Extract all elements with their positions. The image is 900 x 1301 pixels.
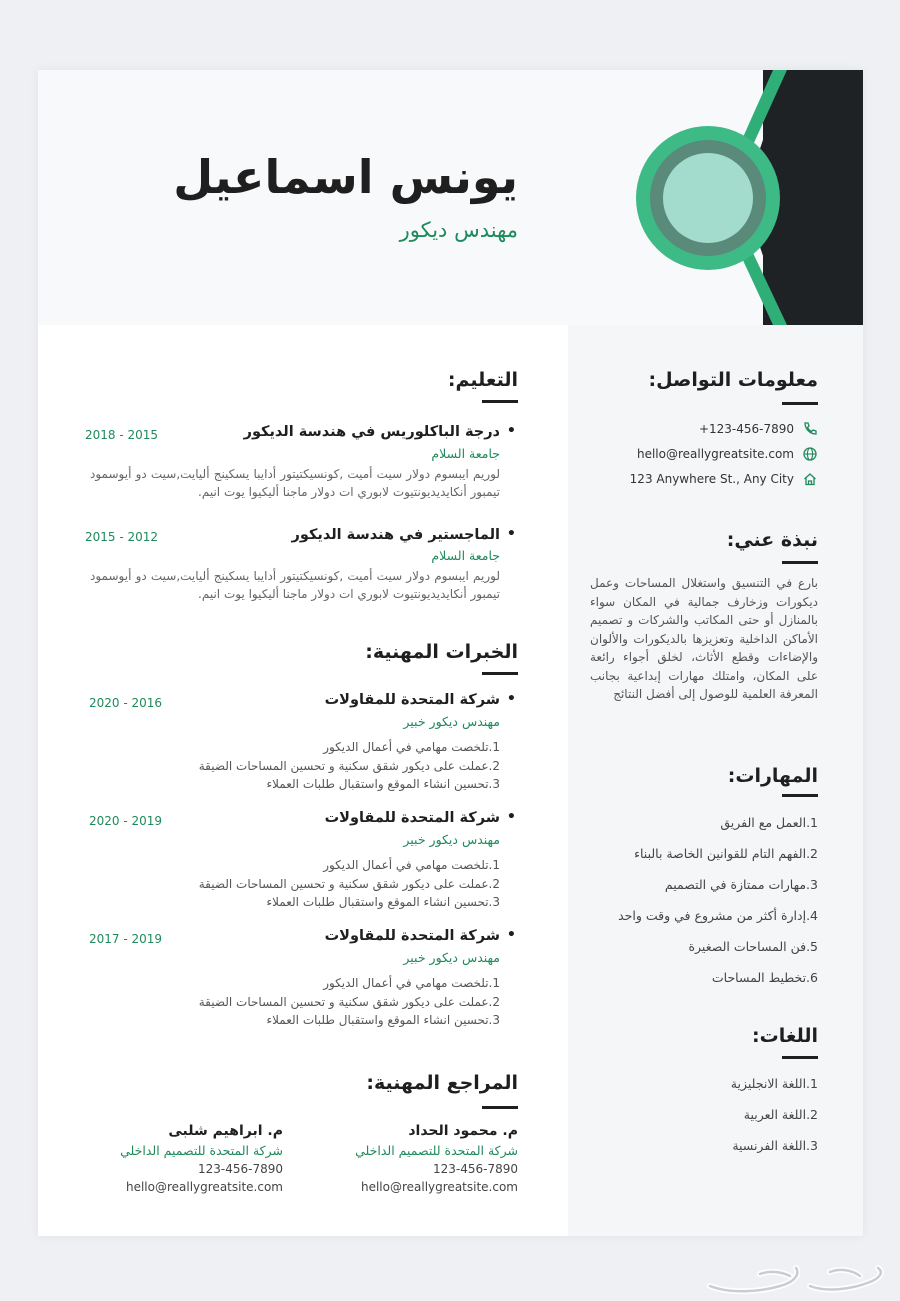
list-item: 3.تحسين انشاء الموقع واستقبال طلبات العملاء [266,1013,500,1027]
globe-icon [802,446,818,462]
about-text: بارع في التنسيق واستغلال المساحات وعمل ديكورات وزخارف جمالية في المكان سواء بالمنازل أو حتى المكاتب والشركات و تصميم الأماكن الداخلية وتعزيزها بالديكورات والألوان والإضاءات وقطع الأثاث، لخلق أجواء رائعة على المكان، وامتلك مهارات إبداعية بجانب المعرفة العلمية للوصول إلى أفضل النتائج [590,576,818,701]
education-school: جامعة السلام [431,548,500,563]
reference-phone[interactable]: 123-456-7890 [197,1162,283,1176]
reference-card [120,1123,283,1194]
list-item: 2.عملت على ديكور شقق سكنية و تحسين المساحات الضيقة [198,994,500,1009]
list-item: 3.اللغة الفرنسية [732,1138,818,1153]
list-item: 3.تحسين انشاء الموقع واستقبال طلبات العملاء [266,895,500,909]
experience-date: 2020 - 2016 [89,696,163,710]
skills-list [578,815,818,1001]
person-role: مهندس ديكور [399,218,518,242]
address-text: 123 Anywhere St., Any City [629,472,794,486]
home-icon [802,471,818,487]
references-title: المراجع المهنية: [366,1072,518,1094]
contact-phone[interactable] [699,421,818,437]
education-degree: درجة الباكلوريس في هندسة الديكور • [244,424,500,440]
phone-text: +123-456-7890 [698,422,794,436]
list-item: 6.تخطيط المساحات [711,970,818,985]
reference-name: م. ابراهيم شلبى [168,1123,283,1139]
contact-address [630,471,818,487]
reference-phone[interactable]: 123-456-7890 [432,1162,518,1176]
reference-email[interactable]: hello@reallygreatsite.com [125,1180,283,1194]
education-rule [482,400,518,403]
experience-rule [482,672,518,675]
experience-position: مهندس ديكور خبير [403,714,500,729]
list-item: 5.فن المساحات الصغيرة [688,939,818,954]
watermark-logo [700,1256,892,1298]
education-description: لوريم ايبسوم دولار سيت أميت ,كونسيكتيتور أدايبا يسكينج أليايت,سيت دو أيوسمود تيمبور أنكايديديونتيوت لابوري ات دولار ماجنا أليكيوا يوت انيم. [90,569,500,601]
list-item: 1.تلخصت مهامي في أعمال الديكور [323,976,500,990]
list-item: 4.إدارة أكثر من مشروع في وقت واحد [618,908,818,923]
list-item: 3.مهارات ممتازة في التصميم [664,877,818,892]
skills-title: المهارات: [727,765,818,787]
about-title: نبذة عني: [726,529,818,551]
list-item: 2.اللغة العربية [743,1107,818,1122]
experience-position: مهندس ديكور خبير [403,832,500,847]
experience-tasks [199,974,500,1030]
person-name: يونس اسماعيل [173,150,518,204]
skills-rule [782,794,818,797]
experience-date: 2020 - 2019 [89,814,163,828]
education-title: التعليم: [447,369,518,391]
experience-date: 2017 - 2019 [89,932,163,946]
experience-position: مهندس ديكور خبير [403,950,500,965]
experience-tasks [199,856,500,912]
languages-title: اللغات: [752,1025,818,1047]
list-item: 1.تلخصت مهامي في أعمال الديكور [323,858,500,872]
experience-tasks [199,738,500,794]
reference-company: شركة المتحدة للتصميم الداخلي [355,1143,518,1158]
list-item: 1.العمل مع الفريق [720,815,818,830]
list-item: 3.تحسين انشاء الموقع واستقبال طلبات العملاء [266,777,500,791]
reference-name: م. محمود الحداد [408,1123,518,1139]
experience-title: الخبرات المهنية: [365,641,518,663]
education-description: لوريم ايبسوم دولار سيت أميت ,كونسيكتيتور أدايبا يسكينج أليايت,سيت دو أيوسمود تيمبور أنكايديديونتيوت لابوري ات دولار ماجنا أليكيوا يوت انيم. [90,467,500,499]
languages-rule [782,1056,818,1059]
list-item: 2.عملت على ديكور شقق سكنية و تحسين المساحات الضيقة [198,876,500,891]
references-rule [482,1106,518,1109]
languages-list [578,1076,818,1169]
list-item: 1.تلخصت مهامي في أعمال الديكور [323,740,500,754]
education-date: 2015 - 2012 [85,530,159,544]
reference-email[interactable]: hello@reallygreatsite.com [360,1180,518,1194]
contact-rule [782,402,818,405]
phone-icon [802,421,818,437]
contact-title: معلومات التواصل: [648,369,818,391]
about-rule [782,561,818,564]
resume-sheet [38,70,863,1236]
education-date: 2018 - 2015 [85,428,159,442]
experience-company: شركة المتحدة للمقاولات • [325,692,500,708]
profile-photo [663,153,753,243]
list-item: 2.الفهم التام للقوانين الخاصة بالبناء [634,846,818,861]
reference-card [355,1123,518,1194]
reference-company: شركة المتحدة للتصميم الداخلي [120,1143,283,1158]
experience-company: شركة المتحدة للمقاولات • [325,810,500,826]
list-item: 2.عملت على ديكور شقق سكنية و تحسين المساحات الضيقة [198,758,500,773]
education-degree: الماجستير في هندسة الديكور • [292,527,500,543]
list-item: 1.اللغة الانجليزية [730,1076,818,1091]
education-school: جامعة السلام [431,446,500,461]
email-text: hello@reallygreatsite.com [636,447,794,461]
contact-email[interactable] [637,446,818,462]
experience-company: شركة المتحدة للمقاولات • [325,928,500,944]
